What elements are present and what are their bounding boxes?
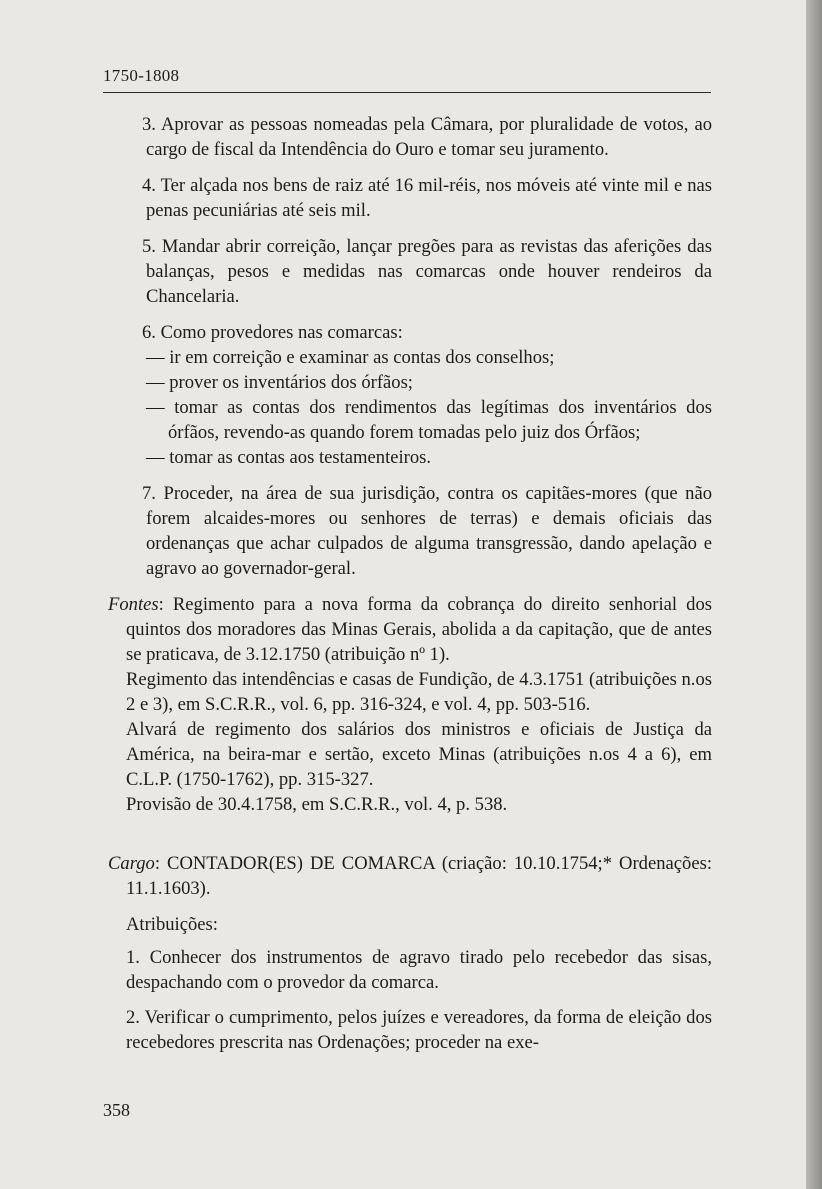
item-6: 6. Como provedores nas comarcas: — [142, 322, 403, 343]
attribution-item: 1. Conhecer dos instrumentos de agravo tirado pelo recebedor das sisas, despachando com o provedor da comarca. — [126, 947, 712, 993]
provedor-duties-list — [146, 345, 712, 470]
source-entry: Provisão de 30.4.1758, em S.C.R.R., vol. 4, p. 538. — [126, 794, 508, 815]
item-5: 5. Mandar abrir correição, lançar pregões para as revistas das aferições das balanças, pesos e medidas nas comarcas onde houver rendeiros da Chancelaria. — [142, 236, 712, 307]
page-body — [108, 112, 712, 1065]
item-4: 4. Ter alçada nos bens de raiz até 16 mil-réis, nos móveis até vinte mil e nas penas pecuniárias até seis mil. — [142, 175, 712, 221]
cargo-text: : CONTADOR(ES) DE COMARCA (criação: 10.10.1754;* Ordenações: 11.1.1603). — [126, 853, 712, 899]
cargo-heading — [108, 851, 712, 901]
attribution-item: 2. Verificar o cumprimento, pelos juízes e vereadores, da forma de eleição dos recebedores prescrita nas Ordenações; proceder na exe- — [126, 1007, 712, 1053]
attributions-heading: Atribuições: — [126, 914, 218, 935]
item-7: 7. Proceder, na área de sua jurisdição, contra os capitães-mores (que não forem alcaides-mores ou senhores de terras) e demais oficiais das ordenanças que achar culpados de alguma transgressão, dando apelação e agravo ao governador-geral. — [142, 483, 712, 579]
cargo-label: Cargo — [108, 853, 155, 874]
source-entry: Alvará de regimento dos salários dos ministros e oficiais de Justiça da América, na beira-mar e sertão, exceto Minas (atribuições n.os 4 a 6), em C.L.P. (1750-1762), pp. 315-327. — [126, 719, 712, 790]
item-3: 3. Aprovar as pessoas nomeadas pela Câmara, por pluralidade de votos, ao cargo de fiscal da Intendência do Ouro e tomar seu juramento. — [142, 114, 712, 160]
page-edge-shadow — [806, 0, 822, 1189]
duty-item: — ir em correição e examinar as contas dos conselhos; — [146, 347, 555, 368]
header-rule — [103, 92, 711, 93]
source-entry: : Regimento para a nova forma da cobrança do direito senhorial dos quintos dos moradores das Minas Gerais, abolida a da capitação, que de antes se praticava, de 3.12.1750 (atribuição nº 1). — [126, 594, 712, 665]
source-entry: Regimento das intendências e casas de Fundição, de 4.3.1751 (atribuições n.os 2 e 3), em S.C.R.R., vol. 6, pp. 316-324, e vol. 4, pp. 503-516. — [126, 669, 712, 715]
duty-item: — tomar as contas dos rendimentos das legítimas dos inventários dos órfãos, revendo-as quando forem tomadas pelo juiz dos Órfãos; — [146, 397, 712, 443]
page-number: 358 — [103, 1100, 130, 1120]
duty-item: — prover os inventários dos órfãos; — [146, 372, 413, 393]
sources-block — [108, 592, 712, 667]
sources-label: Fontes — [108, 594, 159, 615]
running-head: 1750-1808 — [103, 66, 180, 85]
duty-item: — tomar as contas aos testamenteiros. — [146, 447, 432, 468]
